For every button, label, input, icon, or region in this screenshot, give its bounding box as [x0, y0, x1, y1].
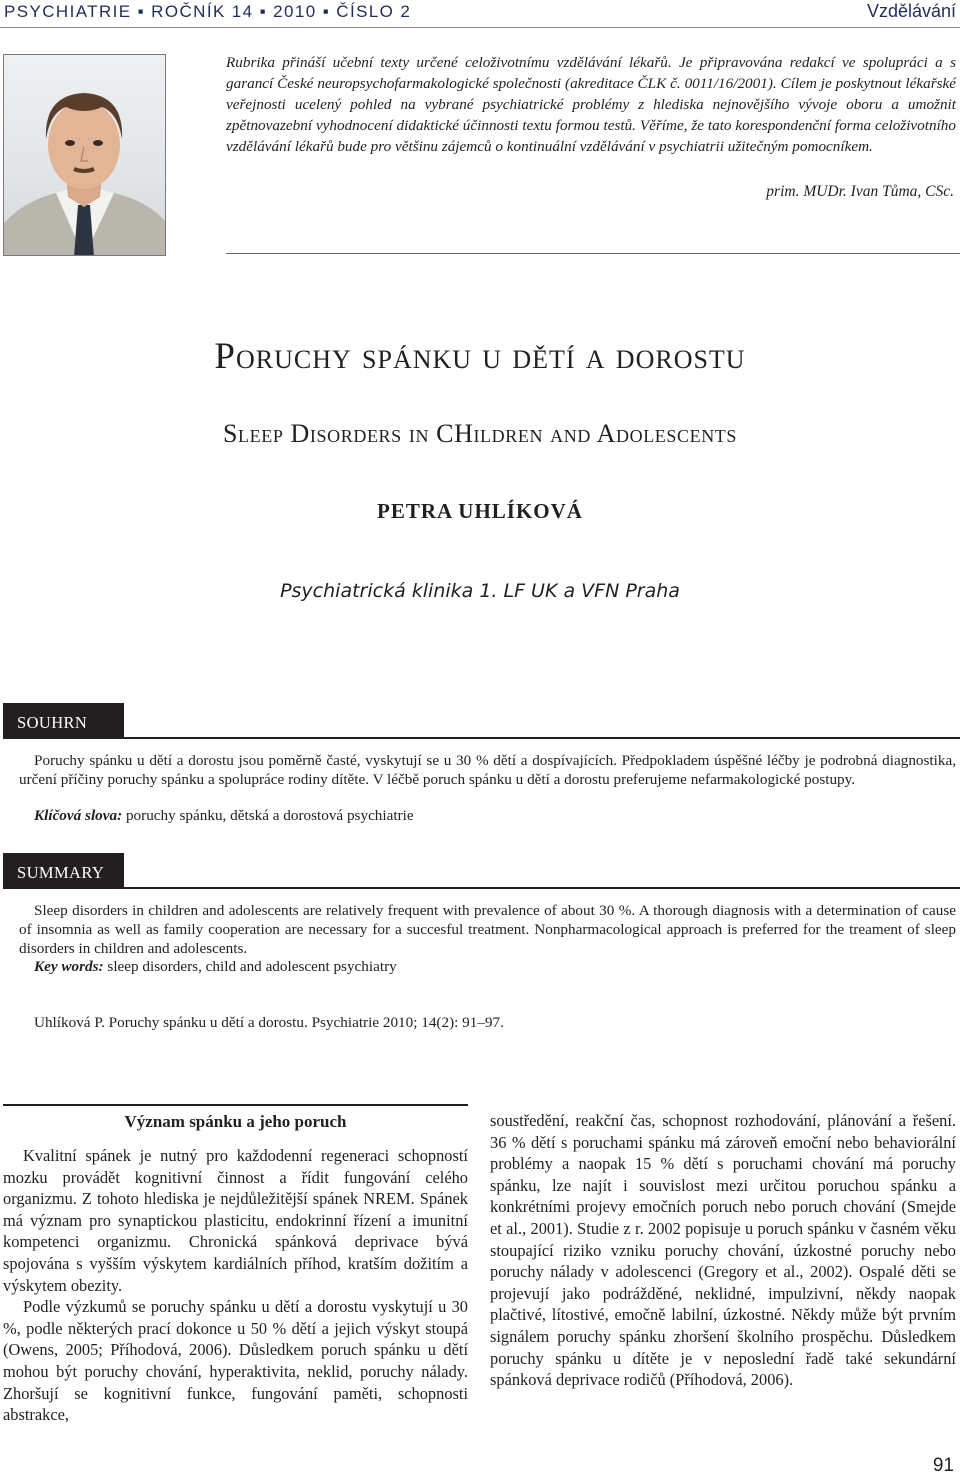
article-subtitle: Sleep Disorders in CHildren and Adolescents — [223, 419, 737, 448]
body-paragraph: soustředění, reakční čas, schopnost rozhodování, plánování a řešení. 36 % dětí s poruchami spánku má zároveň emoční nebo behaviorální problémy a naopak 15 % dětí s poruchami chování má poruchy spánku, lze najít i souvislost mezi určitou poruchou spánku a konkrétními projevy emočních poruch nebo poruch chování (Smejde et al., 2001). Studie z r. 2002 popisuje u poruch spánku v časném věku stoupající riziko vzniku poruchy chování, úzkostné poruchy nebo poruchy nálady v adolescenci (Gregory et al., 2002). Ospalé děti se projevují jako podrážděné, neklidné, impulzivní, někdy naopak plačtivé, lítostivé, emočně labilní, úzkostné. Někdy může být prvním signálem poruchy spánku zhoršení školního prospěchu. Důsledkem poruchy spánku u dítěte je v neposlední řadě také sekundární spánková deprivace rodičů (Příhodová, 2006). — [490, 1111, 956, 1390]
editorial-intro: Rubrika přináší učební texty určené celoživotnímu vzdělávání lékařů. Je připravována redakcí ve spolupráci a s garancí České neuropsychofarmakologické společnosti (akreditace ČLK č. 0011/16/2001). Cílem je poskytnout lékařské veřejnosti ucelený pohled na vybrané psychiatrické problémy z hlediska nejnovějšího vývoje oboru a umožnit zpětnovazební vyhodnocení didaktické účinnosti textu formou testů. Věříme, že tato korespondenční forma celoživotního vzdělávání lékařů bude pro většinu zájemců o kontinuální vzdělávání v psychiatrii užitečným pomocníkem. — [226, 54, 956, 155]
body-right-column — [490, 1110, 956, 1391]
souhrn-keywords — [34, 806, 934, 825]
header-rule — [0, 27, 960, 28]
editorial-signature: prim. MUDr. Ivan Tůma, CSc. — [766, 183, 954, 200]
souhrn-keywords-label: Klíčová slova: — [34, 807, 123, 824]
journal-line: PSYCHIATRIE ▪ ROČNÍK 14 ▪ 2010 ▪ ČÍSLO 2 — [4, 2, 412, 21]
summary-header — [3, 853, 960, 889]
summary-text: Sleep disorders in children and adolescents are relatively frequent with prevalence of about 30 %. A thorough diagnosis with a determination of cause of insomnia as well as family cooperation are necessary for a succesful treatment. Nonpharmacological approach is preferred for the treament of sleep disorders in children and adolescents. — [19, 902, 956, 957]
article-affiliation: Psychiatrická klinika 1. LF UK a VFN Praha — [280, 580, 680, 602]
section-name: Vzdělávání — [866, 1, 956, 21]
body-paragraph: Podle výzkumů se poruchy spánku u dětí a dorostu vyskytují u 30 %, podle některých prací dokonce u 50 % dětí a jejich výskyt stoupá (Owens, 2005; Příhodová, 2006). Důsledkem poruch spánku u dětí mohou být poruchy chování, hyperaktivita, neklid, poruchy nálady. Zhoršují se kognitivní funkce, fungování paměti, schopnosti abstrakce, — [3, 1297, 468, 1425]
body-left-column — [3, 1104, 468, 1426]
body-paragraph: Kvalitní spánek je nutný pro každodenní regeneraci schopností mozku provádět kognitivní činnost a řídit fungování celého organizmu. Z tohoto hlediska je nejdůležitější spánek NREM. Spánek má význam pro synaptickou plasticitu, endokrinní řízení a imunitní kompetenci organizmu. Chronická spánková deprivace bývá spojována s vyšším výskytem kardiálních příhod, kratším dožitím a výskytem obezity. — [3, 1146, 468, 1295]
summary-heading: SUMMARY — [3, 853, 124, 889]
souhrn-keywords-text: poruchy spánku, dětská a dorostová psychiatrie — [122, 807, 414, 824]
editor-portrait — [3, 54, 166, 256]
souhrn-text: Poruchy spánku u dětí a dorostu jsou poměrně časté, vyskytují se u 30 % dětí a dospívajících. Předpokladem úspěšné léčby je podrobná diagnostika, určení příčiny poruchy spánku a spolupráce rodiny dítěte. V léčbě poruch spánku u dětí a dorostu preferujeme nefarmakologické postupy. — [19, 752, 956, 788]
article-title: Poruchy spánku u dětí a dorostu — [214, 336, 746, 377]
summary-rule — [124, 887, 960, 889]
souhrn-heading: SOUHRN — [3, 703, 124, 739]
summary-keywords-label: Key words: — [34, 958, 104, 975]
summary-keywords — [34, 957, 934, 976]
souhrn-header — [3, 703, 960, 739]
souhrn-rule — [124, 737, 960, 739]
article-author: PETRA UHLÍKOVÁ — [377, 499, 583, 523]
column-top-rule — [3, 1104, 468, 1106]
portrait-illustration — [4, 55, 166, 256]
intro-divider — [226, 253, 960, 254]
summary-keywords-text: sleep disorders, child and adolescent psychiatry — [103, 958, 397, 975]
page-header — [0, 0, 960, 24]
section-heading: Význam spánku a jeho poruch — [124, 1112, 347, 1131]
article-citation: Uhlíková P. Poruchy spánku u dětí a dorostu. Psychiatrie 2010; 14(2): 91–97. — [34, 1014, 504, 1031]
page-number: 91 — [932, 1455, 954, 1476]
